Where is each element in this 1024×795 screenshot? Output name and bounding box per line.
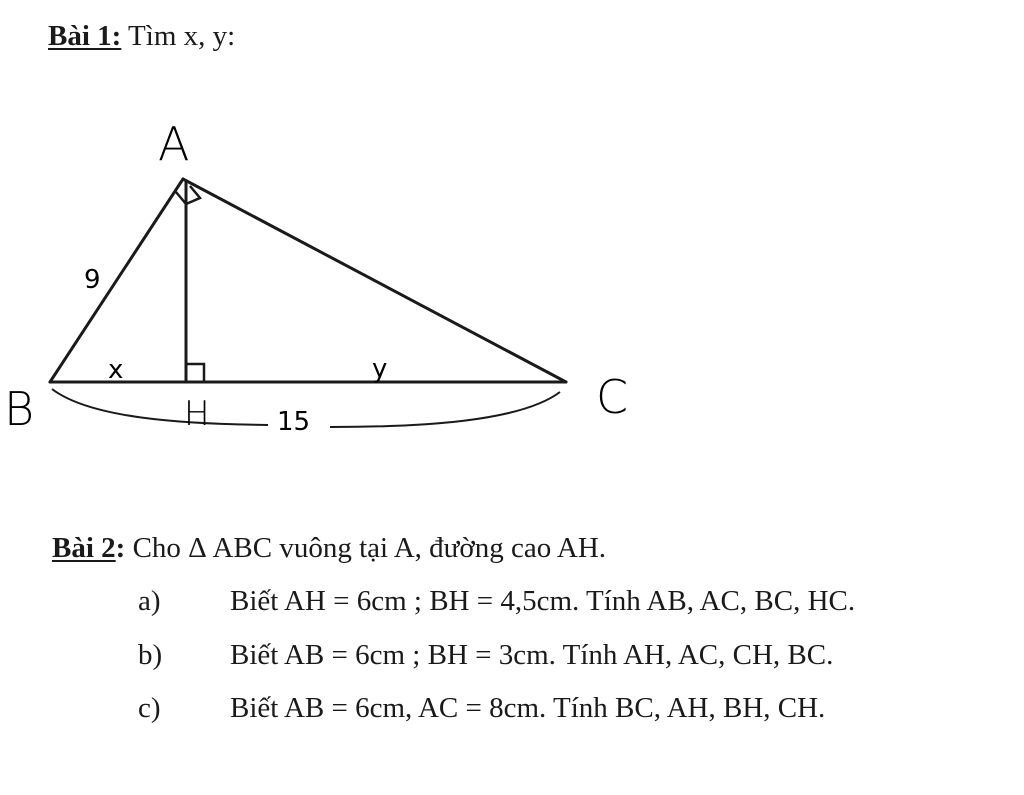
problem2-colon: :	[115, 532, 126, 564]
problem1-label: Bài 1:	[48, 20, 122, 52]
bc-brace	[52, 389, 268, 425]
vertex-b-label: B	[4, 382, 35, 436]
item-a-text: Biết AH = 6cm ; BH = 4,5cm. Tính AB, AC, BC, HC.	[230, 585, 856, 617]
item-a-label: a)	[138, 585, 161, 617]
problem2-heading	[52, 534, 606, 563]
vertex-a-label: A	[158, 117, 190, 171]
label-bc: 15	[277, 407, 311, 437]
problem1-heading	[48, 22, 235, 51]
vertex-h-label: H	[184, 394, 210, 434]
item-b-text: Biết AB = 6cm ; BH = 3cm. Tính AH, AC, CH, BC.	[230, 639, 834, 671]
side-ac	[183, 179, 566, 382]
vertex-c-label: C	[596, 370, 629, 424]
bc-brace-right	[330, 392, 560, 427]
item-b-label: b)	[138, 639, 163, 671]
problem2-label: Bài 2	[52, 532, 116, 564]
item-c-label: c)	[138, 692, 161, 724]
triangle-figure	[0, 110, 700, 437]
right-angle-h	[186, 364, 204, 382]
problem2-text: Cho Δ ABC vuông tại A, đường cao AH.	[132, 532, 607, 564]
problem1-text: Tìm x, y:	[128, 20, 236, 52]
right-angle-a	[176, 186, 200, 204]
label-bh: x	[108, 355, 124, 385]
side-ab	[50, 179, 183, 382]
label-hc: y	[372, 354, 388, 384]
label-ab: 9	[84, 265, 101, 295]
item-c-text: Biết AB = 6cm, AC = 8cm. Tính BC, AH, BH, CH.	[230, 692, 826, 724]
